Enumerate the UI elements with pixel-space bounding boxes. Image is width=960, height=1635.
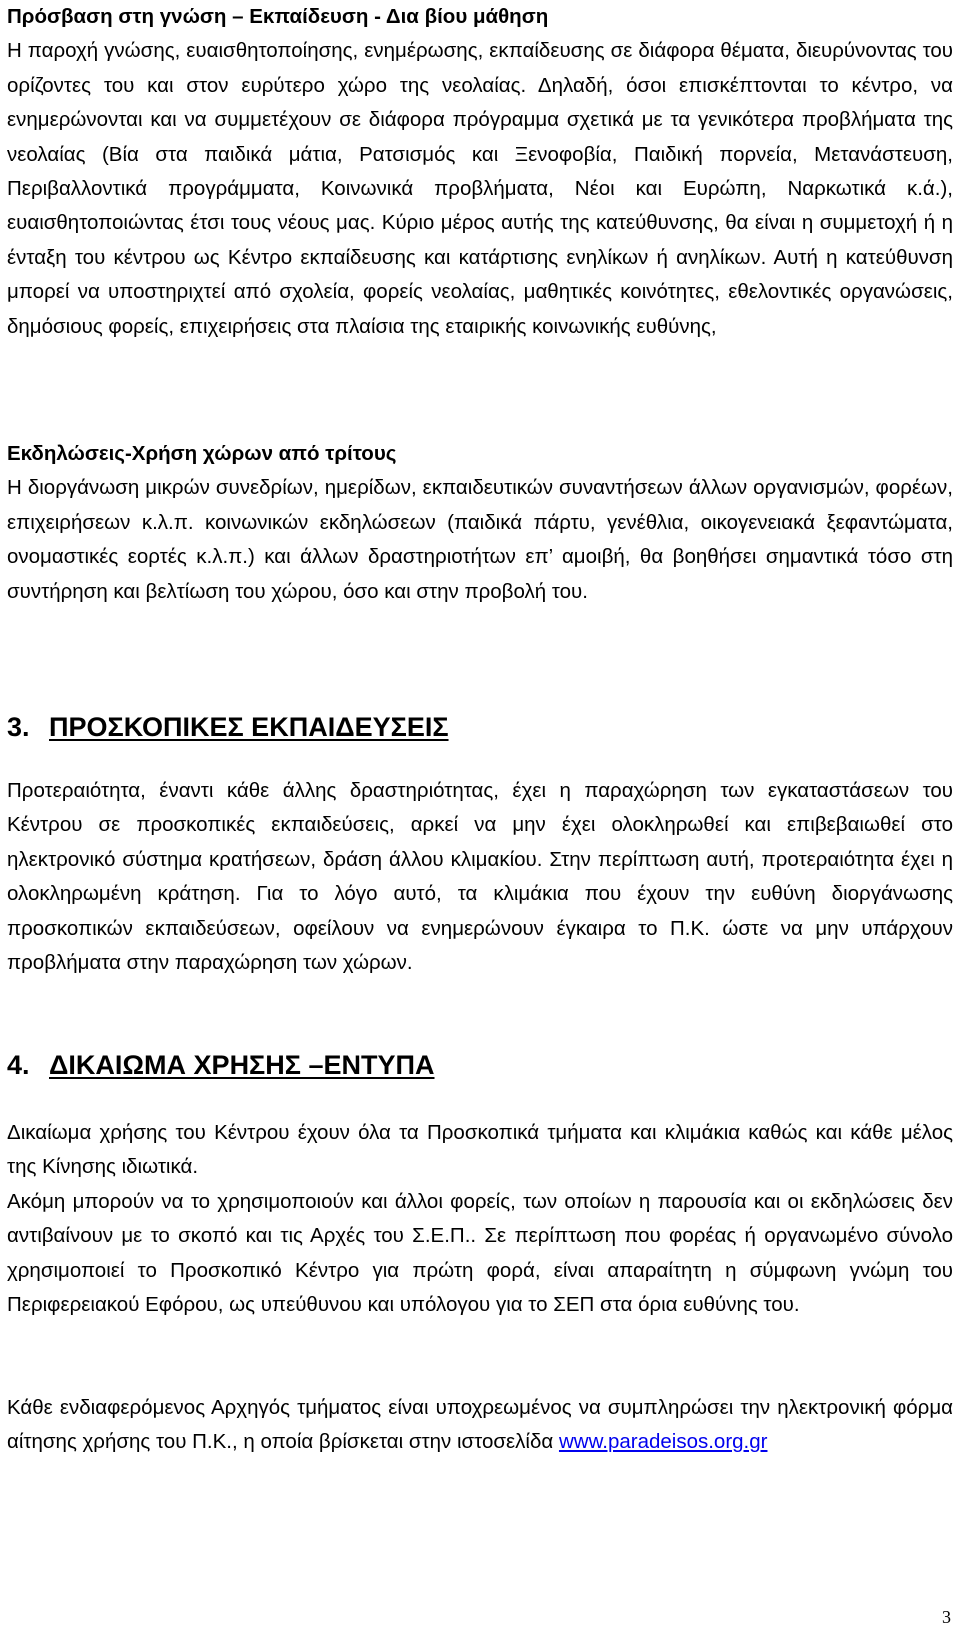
section-4-number: 4. — [7, 1050, 30, 1080]
section-4-paragraph-1: Δικαίωμα χρήσης του Κέντρου έχουν όλα τα Προσκοπικά τμήματα και κλιμάκια καθώς και κάθε μέλος της Κίνησης ιδιωτικά. — [7, 1121, 953, 1179]
access-heading: Πρόσβαση στη γνώση – Εκπαίδευση - Δια βίου μάθηση — [7, 5, 549, 28]
access-body: Η παροχή γνώσης, ευαισθητοποίησης, ενημέρωσης, εκπαίδευσης σε διάφορα θέματα, διευρύνοντας του ορίζοντες του και στον ευρύτερο χώρο της νεολαίας. Δηλαδή, όσοι επισκέπτονται το κέντρο, να ενημερώνονται και να συμμετέχουν σε διάφορα πρόγραμμα σχετικά με τα γενικότερα προβλήματα της νεολαίας (Βία στα παιδικά μάτια, Ρατσισμός και Ξενοφοβία, Παιδική πορνεία, Μετανάστευση, Περιβαλλοντικά προγράμματα, Κοινωνικά προβλήματα, Νέοι και Ευρώπη, Ναρκωτικά κ.ά.), ευαισθητοποιώντας έτσι τους νέους μας. Κύριο μέρος αυτής της κατεύθυνσης, θα είναι η συμμετοχή ή η ένταξη του κέντρου ως Κέντρο εκπαίδευσης και κατάρτισης ενηλίκων ή ανηλίκων. Αυτή η κατεύθυνση μπορεί να υποστηριχτεί από σχολεία, φορείς νεολαίας, μαθητικές κοινότητες, εθελοντικές οργανώσεις, δημόσιους φορείς, επιχειρήσεις στα πλαίσια της εταιρικής κοινωνικής ευθύνης, — [7, 39, 953, 338]
section-4-title: ΔΙΚΑΙΩΜΑ ΧΡΗΣΗΣ –ΕΝΤΥΠΑ — [49, 1050, 435, 1080]
section-3-body: Προτεραιότητα, έναντι κάθε άλλης δραστηριότητας, έχει η παραχώρηση των εγκαταστάσεων του Κέντρου σε προσκοπικές εκπαιδεύσεις, αρκεί να μην έχει ολοκληρωθεί και επιβεβαιωθεί στο ηλεκτρονικό σύστημα κρατήσεων, δράση άλλου κλιμακίου. Στην περίπτωση αυτή, προτεραιότητα έχει η ολοκληρωμένη κράτηση. Για το λόγο αυτό, τα κλιμάκια που έχουν την ευθύνη διοργάνωσης προσκοπικών εκπαιδεύσεων, οφείλουν να ενημερώνουν έγκαιρα το Π.Κ. ώστε να μην υπάρχουν προβλήματα στην παραχώρηση των χώρων. — [7, 779, 953, 975]
section-4-heading — [7, 1048, 953, 1082]
access-section — [7, 0, 953, 344]
section-3-title: ΠΡΟΣΚΟΠΙΚΕΣ ΕΚΠΑΙΔΕΥΣΕΙΣ — [49, 712, 449, 742]
section-4-paragraph-3-text: Κάθε ενδιαφερόμενος Αρχηγός τμήματος είναι υποχρεωμένος να συμπληρώσει την ηλεκτρονική φόρμα αίτησης χρήσης του Π.Κ., η οποία βρίσκεται στην ιστοσελίδα — [7, 1396, 953, 1454]
section-4-paragraph-3 — [7, 1391, 953, 1460]
website-link[interactable]: www.paradeisos.org.gr — [558, 1430, 768, 1454]
section-3-number: 3. — [7, 712, 30, 742]
page-number: 3 — [942, 1607, 951, 1627]
events-section — [7, 437, 953, 609]
section-4-paragraph-2: Ακόμη μπορούν να το χρησιμοποιούν και άλλοι φορείς, των οποίων η παρουσία και οι εκδηλώσεις δεν αντιβαίνουν με το σκοπό και τις Αρχές του Σ.Ε.Π.. Σε περίπτωση που φορέας ή οργανωμένο σύνολο χρησιμοποιεί το Προσκοπικό Κέντρο για πρώτη φορά, είναι απαραίτητη η σύμφωνη γνώμη του Περιφερειακού Εφόρου, ως υπεύθυνου και υπόλογου για το ΣΕΠ στα όρια ευθύνης του. — [7, 1190, 953, 1317]
section-3-heading — [7, 710, 953, 744]
events-heading: Εκδηλώσεις-Χρήση χώρων από τρίτους — [7, 442, 397, 465]
events-body: Η διοργάνωση μικρών συνεδρίων, ημερίδων, εκπαιδευτικών συναντήσεων άλλων οργανισμών, φορέων, επιχειρήσεων κ.λ.π. κοινωνικών εκδηλώσεων (παιδικά πάρτυ, γενέθλια, οικογενειακά ξεφαντώματα, ονομαστικές εορτές κ.λ.π.) και άλλων δραστηριοτήτων επ’ αμοιβή, θα βοηθήσει σημαντικά τόσο στη συντήρηση και βελτίωση του χώρου, όσο και στην προβολή του. — [7, 476, 953, 603]
